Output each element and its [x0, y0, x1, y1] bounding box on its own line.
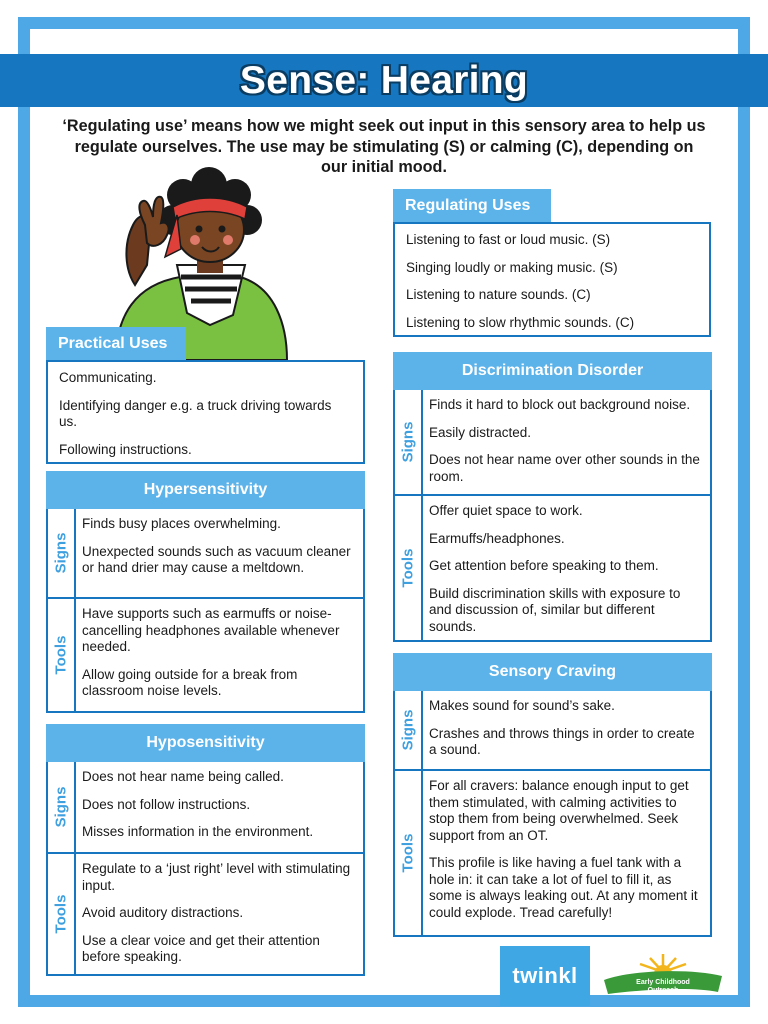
regulating-uses-tab: Regulating Uses — [393, 189, 551, 223]
list-item: Following instructions. — [59, 441, 192, 457]
list-item: Does not hear name being called. — [82, 769, 284, 784]
hyposensitivity-heading: Hyposensitivity — [46, 724, 365, 762]
hyposensitivity-card — [46, 724, 365, 976]
early-childhood-outreach-logo — [600, 950, 726, 1002]
list-item: This profile is like having a fuel tank with a hole in: it can take a lot of fuel to fill it, as some is always leaking out. At any moment it could explode. Tread carefully! — [429, 855, 698, 920]
list-item: Allow going outside for a break from classroom noise levels. — [82, 666, 298, 698]
discrimination-disorder-card — [393, 352, 712, 642]
eco-logo-line2: Outreach — [647, 987, 679, 994]
list-item: Identifying danger e.g. a truck driving towards us. — [59, 397, 332, 429]
signs-label: Signs — [399, 709, 417, 751]
signs-label: Signs — [399, 421, 417, 463]
list-item: Finds busy places overwhelming. — [82, 516, 281, 531]
practical-uses-box — [46, 360, 365, 464]
tools-label: Tools — [399, 833, 417, 873]
regulating-uses-box — [393, 222, 711, 337]
list-item: Makes sound for sound’s sake. — [429, 698, 615, 713]
list-item: Listening to slow rhythmic sounds. (C) — [406, 314, 635, 330]
list-item: Use a clear voice and get their attention before speaking. — [82, 932, 320, 964]
list-item: Does not follow instructions. — [82, 796, 251, 812]
hypersensitivity-heading: Hypersensitivity — [46, 471, 365, 509]
eco-logo-line1: Early Childhood — [636, 979, 690, 986]
list-item: Listening to fast or loud music. (S) — [406, 232, 611, 247]
list-item: Misses information in the environment. — [82, 824, 314, 839]
list-item: Get attention before speaking to them. — [429, 558, 659, 573]
list-item: Build discrimination skills with exposure to and discussion of, similar but different sounds. — [429, 585, 681, 634]
list-item: Crashes and throws things in order to create a sound. — [429, 725, 695, 757]
discrimination-disorder-heading: Discrimination Disorder — [393, 352, 712, 390]
list-item: Have supports such as earmuffs or noise-cancelling headphones available whenever needed. — [82, 606, 340, 654]
list-item: Offer quiet space to work. — [429, 503, 583, 518]
list-item: Regulate to a ‘just right’ level with stimulating input. — [82, 861, 351, 893]
practical-uses-tab: Practical Uses — [46, 327, 186, 361]
hypersensitivity-card — [46, 471, 365, 713]
list-item: Unexpected sounds such as vacuum cleaner or hand drier may cause a meltdown. — [82, 543, 351, 575]
list-item: Listening to nature sounds. (C) — [406, 287, 591, 302]
tools-label: Tools — [52, 894, 70, 934]
list-item: Earmuffs/headphones. — [429, 530, 565, 546]
tools-label: Tools — [52, 635, 70, 675]
page-title: Sense: Hearing — [239, 59, 529, 102]
list-item: Easily distracted. — [429, 424, 532, 440]
list-item: Singing loudly or making music. (S) — [406, 259, 618, 275]
sensory-craving-card — [393, 653, 712, 937]
sensory-craving-heading: Sensory Craving — [393, 653, 712, 691]
list-item: For all cravers: balance enough input to get them stimulated, with calming activities to stop them from being overwhelmed. Seek support from an OT. — [429, 778, 689, 843]
list-item: Finds it hard to block out background noise. — [429, 397, 691, 412]
list-item: Communicating. — [59, 370, 157, 385]
signs-label: Signs — [52, 532, 70, 574]
twinkl-logo: twinkl — [500, 946, 590, 1006]
list-item: Does not hear name over other sounds in the room. — [429, 452, 700, 484]
intro-text: ‘Regulating use’ means how we might seek out input in this sensory area to help us regulate ourselves. The use may be stimulating (S) or calming (C), depending on our initial mood. — [62, 117, 706, 176]
tools-label: Tools — [399, 548, 417, 588]
list-item: Avoid auditory distractions. — [82, 905, 244, 920]
signs-label: Signs — [52, 786, 70, 828]
